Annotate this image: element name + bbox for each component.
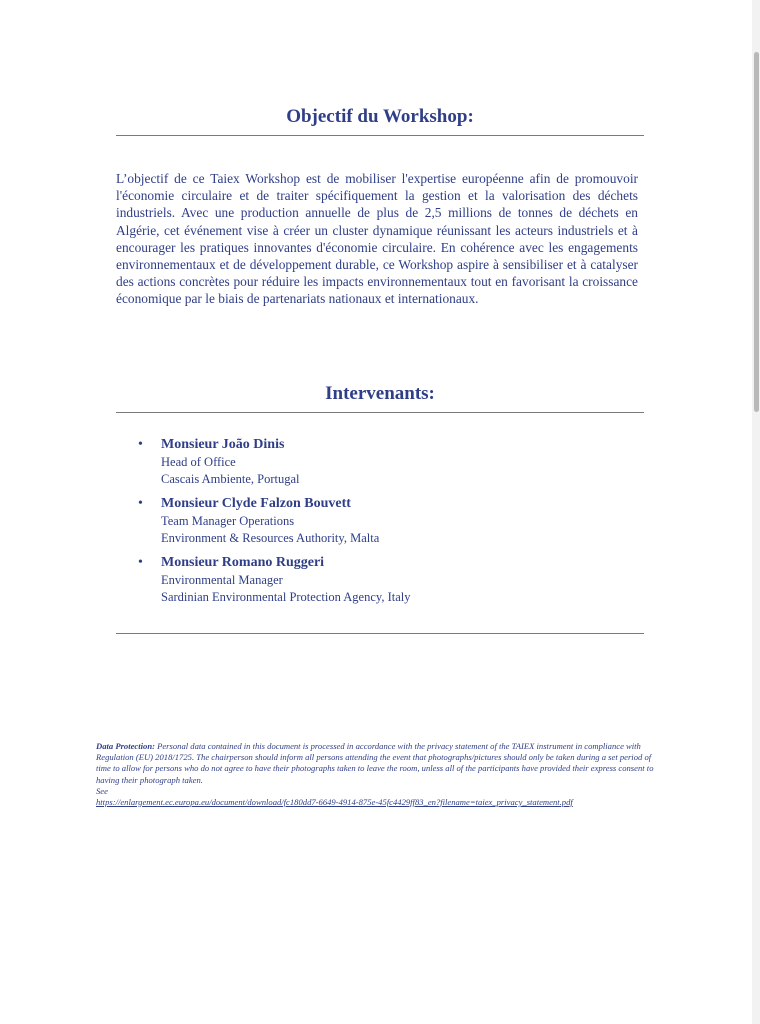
bullet-icon: •: [138, 496, 143, 511]
data-protection-text: Personal data contained in this document is processed in accordance with the privacy statement of the TAIEX instrument in compliance with Regulation (EU) 2018/1725. The chairperson should inform all persons attending the event that photographs/pictures should only be taken during a set period of time to allow for persons who do not agree to have their photographs taken to leave the room, unless all of the participants have provided their express consent to having their photograph taken.: [96, 741, 654, 785]
speakers-divider: [116, 412, 644, 413]
speaker-name: Monsieur Romano Ruggeri: [161, 555, 325, 570]
objective-divider: [116, 135, 644, 136]
bullet-icon: •: [138, 555, 143, 570]
see-label: See: [96, 785, 108, 796]
data-protection-label: Data Protection:: [96, 741, 155, 751]
speaker-name: Monsieur Clyde Falzon Bouvett: [161, 496, 351, 511]
bullet-icon: •: [138, 437, 143, 452]
speaker-item: [116, 554, 644, 606]
speaker-role: Head of Office: [161, 455, 236, 469]
speaker-name: Monsieur João Dinis: [161, 437, 285, 452]
speakers-heading: Intervenants:: [325, 383, 435, 404]
speaker-role: Team Manager Operations: [161, 514, 295, 528]
speaker-role: Environmental Manager: [161, 573, 283, 587]
speaker-item: [116, 495, 644, 547]
privacy-statement-link[interactable]: https://enlargement.ec.europa.eu/document/download/fc180dd7-6649-4914-875e-45fc4429ff83_en?filename=taiex_privacy_statement.pdf: [96, 797, 573, 808]
speaker-organization: Sardinian Environmental Protection Agency, Italy: [161, 590, 411, 604]
speaker-item: [116, 436, 644, 488]
speakers-bottom-divider: [116, 633, 644, 634]
scrollbar-thumb[interactable]: [754, 52, 759, 412]
speaker-organization: Cascais Ambiente, Portugal: [161, 472, 300, 486]
speaker-organization: Environment & Resources Authority, Malta: [161, 531, 380, 545]
objective-heading: Objectif du Workshop:: [286, 106, 474, 127]
data-protection-notice: [96, 741, 666, 808]
scrollbar-track[interactable]: [752, 0, 760, 1024]
speaker-list: [116, 436, 644, 613]
objective-paragraph: L’objectif de ce Taiex Workshop est de mobiliser l'expertise européenne afin de promouvoir l'économie circulaire et de traiter spécifiquement la gestion et la valorisation des déchets industriels. Avec une production annuelle de plus de 2,5 millions de tonnes de déchets en Algérie, cet événement vise à créer un cluster dynamique réunissant les acteurs industriels et à encourager les pratiques innovantes d'économie circulaire. En cohérence avec les engagements environnementaux et de développement durable, ce Workshop aspire à sensibiliser et à catalyser des actions concrètes pour réduire les impacts environnementaux tout en favorisant la croissance économique par le biais de partenariats nationaux et internationaux.: [116, 171, 638, 307]
